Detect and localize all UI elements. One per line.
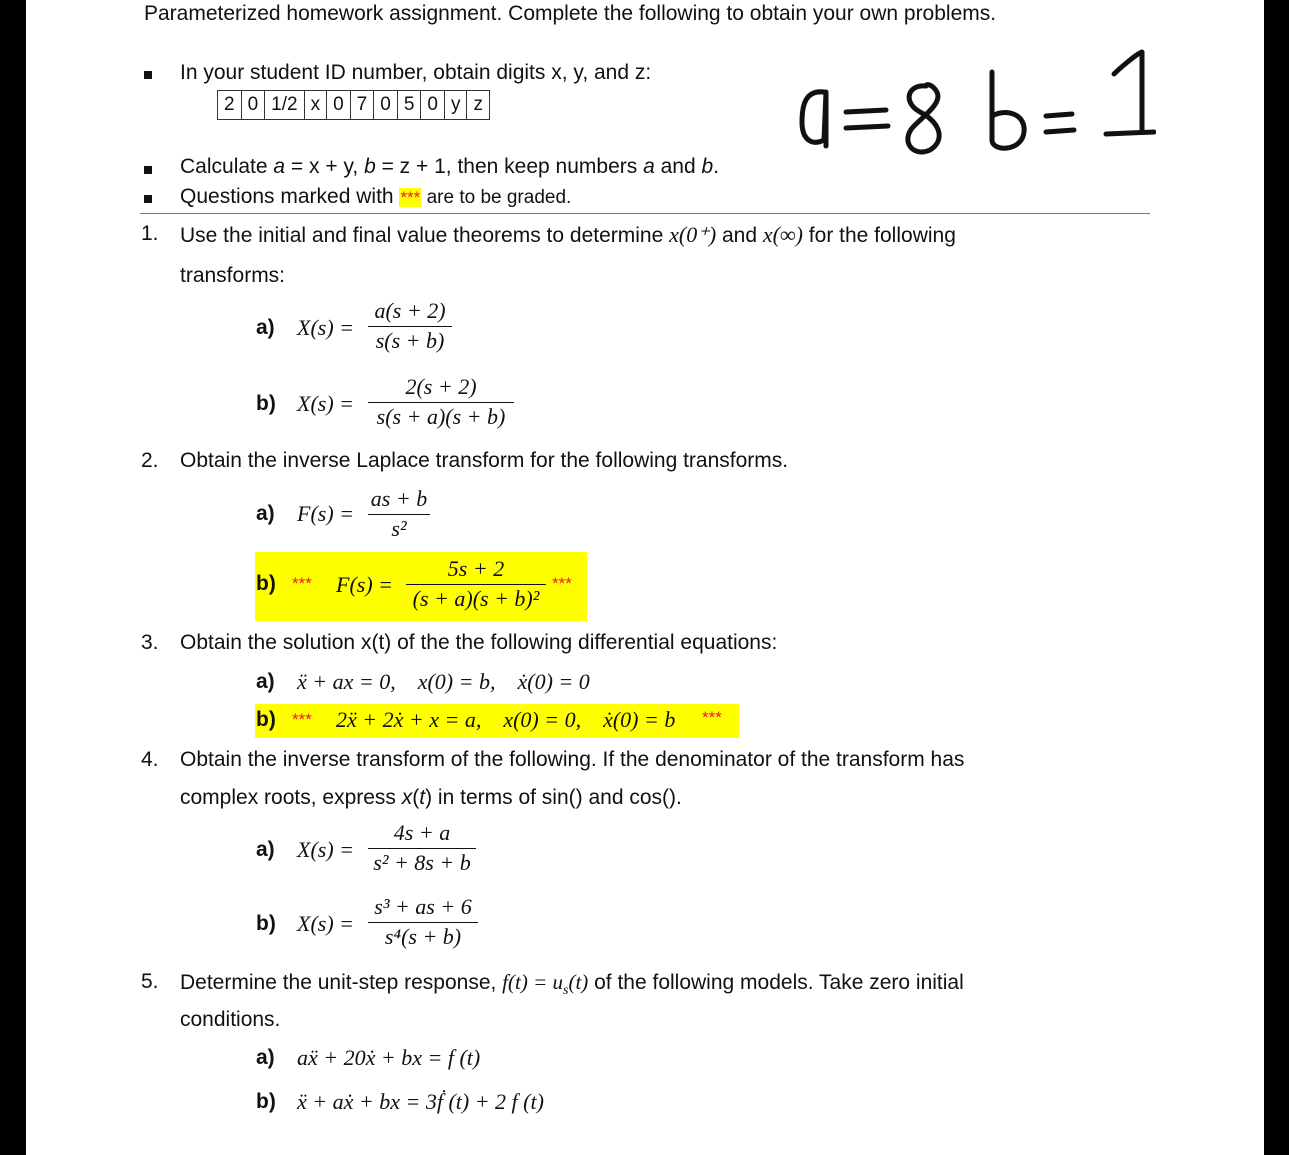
- document-page: [26, 0, 1264, 1155]
- id-digit-cell: 0: [374, 91, 398, 120]
- bullet-calculate: [180, 155, 719, 179]
- q3a-label: a): [256, 670, 275, 693]
- id-digit-cell: 5: [397, 91, 421, 120]
- q4-text: Obtain the inverse transform of the following. If the denominator of the transform has: [180, 748, 965, 771]
- fraction-bar: [368, 922, 478, 923]
- math-f-us: f(t) = u: [502, 970, 563, 994]
- q5-text: [180, 970, 964, 999]
- q4b-label: b): [256, 912, 276, 935]
- text: for the following: [802, 224, 956, 247]
- student-id-table: [217, 90, 490, 120]
- fraction-bar: [368, 848, 476, 849]
- q4-number: 4.: [141, 748, 159, 771]
- fraction-bar: [368, 326, 452, 327]
- q1a-label: a): [256, 316, 275, 339]
- numerator: 5s + 2: [447, 556, 505, 581]
- graded-stars: ***: [702, 708, 722, 727]
- numerator: s³ + as + 6: [374, 894, 472, 919]
- q4a-lhs: X(s) =: [297, 837, 354, 862]
- page-title: Parameterized homework assignment. Complete the following to obtain your own problems.: [144, 2, 997, 25]
- denominator: s(s + a)(s + b): [376, 404, 506, 429]
- fraction-bar: [368, 402, 514, 403]
- fraction-bar: [406, 584, 546, 585]
- math-xinf: x(∞): [762, 222, 803, 247]
- text: Calculate: [180, 155, 274, 178]
- q5a-equation: aẍ + 20ẋ + bx = f (t): [297, 1045, 481, 1070]
- q2a-label: a): [256, 502, 275, 525]
- text: ) in terms of sin() and cos().: [425, 786, 682, 809]
- id-digit-cell: 0: [421, 91, 445, 120]
- q1-number: 1.: [141, 222, 159, 245]
- math-sub-s: s: [563, 983, 569, 999]
- denominator: (s + a)(s + b)²: [412, 586, 540, 611]
- q3b-equation: 2ẍ + 2ẋ + x = a, x(0) = 0, ẋ(0) = b: [336, 707, 676, 732]
- id-digit-cell: z: [467, 91, 490, 120]
- q2a-lhs: F(s) =: [297, 501, 354, 526]
- graded-stars: ***: [292, 710, 312, 729]
- var-x: x: [401, 786, 413, 809]
- q3-number: 3.: [141, 631, 159, 654]
- fraction-bar: [368, 514, 430, 515]
- q3b-label: b): [256, 708, 276, 731]
- q2b-label: b): [256, 572, 276, 595]
- bullet-graded: [180, 185, 571, 209]
- q4-text-line2: [180, 786, 682, 810]
- q5b-label: b): [256, 1090, 276, 1113]
- text: and: [716, 224, 763, 247]
- q5b-equation: ẍ + aẋ + bx = 3ḟ (t) + 2 f (t): [297, 1089, 544, 1114]
- bullet-id-digits: In your student ID number, obtain digits x, y, and z:: [180, 61, 652, 84]
- denominator: s²: [391, 516, 407, 541]
- text: of the following models. Take zero initial: [588, 971, 964, 994]
- text: Questions marked with: [180, 185, 400, 208]
- q4a-fraction: [368, 820, 476, 876]
- q1b-fraction: [368, 374, 514, 430]
- handwritten-note: [796, 44, 1156, 169]
- text: .: [713, 155, 720, 178]
- id-digit-cell: 7: [350, 91, 374, 120]
- denominator: s² + 8s + b: [373, 850, 471, 875]
- q3a-equation: ẍ + ax = 0, x(0) = b, ẋ(0) = 0: [297, 669, 590, 694]
- q1b-label: b): [256, 392, 276, 415]
- denominator: s(s + b): [375, 328, 445, 353]
- numerator: a(s + 2): [374, 298, 446, 323]
- bullet-marker: [144, 195, 152, 203]
- text: complex roots, express: [180, 786, 402, 809]
- handwritten-ab-values: [796, 44, 1156, 164]
- var-a: a: [273, 155, 286, 178]
- q2b-fraction: [406, 556, 546, 612]
- q1b-lhs: X(s) =: [297, 391, 354, 416]
- q4b-fraction: [368, 894, 478, 950]
- graded-stars: ***: [400, 188, 421, 207]
- graded-stars: ***: [552, 574, 572, 593]
- id-digit-cell: 0: [327, 91, 351, 120]
- q2-text: Obtain the inverse Laplace transform for the following transforms.: [180, 449, 789, 472]
- id-digit-cell: 0: [241, 91, 265, 120]
- q5-number: 5.: [141, 970, 159, 993]
- q2b-lhs: F(s) =: [336, 572, 393, 597]
- id-digit-cell: 1/2: [265, 91, 304, 120]
- id-digit-cell: y: [444, 91, 467, 120]
- text: (: [412, 786, 420, 809]
- numerator: 2(s + 2): [405, 374, 477, 399]
- text: Determine the unit-step response,: [180, 971, 503, 994]
- var-b: b: [701, 155, 714, 178]
- var-t: t: [419, 786, 426, 809]
- numerator: 4s + a: [393, 820, 451, 845]
- q1a-lhs: X(s) =: [297, 315, 354, 340]
- numerator: as + b: [370, 486, 428, 511]
- q5a-label: a): [256, 1046, 275, 1069]
- text: = z + 1, then keep numbers: [375, 155, 644, 178]
- text: = x + y,: [285, 155, 365, 178]
- q1a-fraction: [368, 298, 452, 354]
- var-b: b: [364, 155, 376, 178]
- bullet-marker: [144, 166, 152, 174]
- bullet-marker: [144, 71, 152, 79]
- q1-text: [180, 222, 956, 248]
- q3-text: Obtain the solution x(t) of the the following differential equations:: [180, 631, 778, 654]
- graded-stars: ***: [292, 574, 312, 593]
- text: Use the initial and final value theorems to determine: [180, 224, 670, 247]
- q4a-label: a): [256, 838, 275, 861]
- denominator: s⁴(s + b): [384, 924, 462, 949]
- id-digit-cell: 2: [218, 91, 242, 120]
- id-digit-cell: x: [304, 91, 327, 120]
- var-a: a: [643, 155, 655, 178]
- q1-text-line2: transforms:: [180, 264, 286, 287]
- q4b-lhs: X(s) =: [297, 911, 354, 936]
- q2-number: 2.: [141, 449, 159, 472]
- divider: [140, 213, 1150, 214]
- text: and: [654, 155, 702, 178]
- q5-text-line2: conditions.: [180, 1008, 281, 1031]
- math-t: (t): [568, 970, 589, 994]
- math-x0plus: x(0⁺): [669, 222, 717, 247]
- text: are to be graded.: [421, 187, 572, 208]
- q2a-fraction: [368, 486, 430, 542]
